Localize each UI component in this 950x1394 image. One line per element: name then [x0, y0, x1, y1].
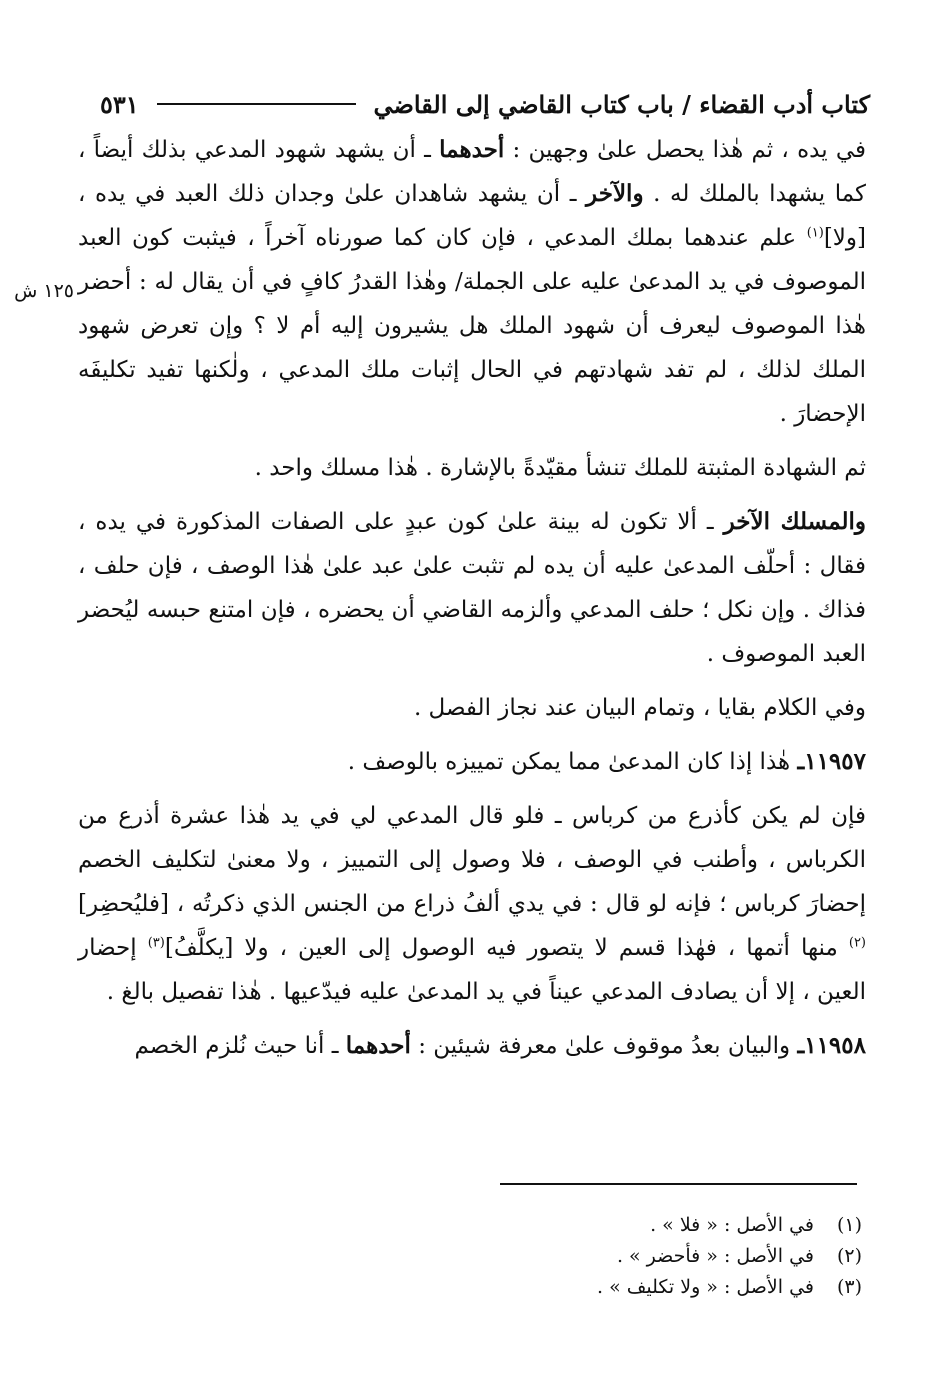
footnote-ref: (٢) [848, 935, 866, 951]
bold-term: أحدهما [439, 136, 505, 163]
footnote-text: في الأصل : « فأحضر » . [616, 1245, 814, 1267]
paragraph-2 [78, 446, 866, 490]
section-number: ١١٩٥٨ـ [797, 1032, 866, 1059]
footnote-ref: (١) [806, 225, 824, 241]
footnote [597, 1241, 862, 1272]
text-run: في يده ، ثم هٰذا يحصل علىٰ وجهين : [504, 137, 866, 163]
section-number: ١١٩٥٧ـ [797, 748, 866, 775]
page-number: ٥٣١ [100, 89, 139, 119]
paragraph-5 [78, 740, 866, 784]
bold-term: أحدهما [345, 1032, 411, 1059]
text-run: والبيان بعدُ موقوف علىٰ معرفة شيئين : [410, 1033, 798, 1059]
bold-term: والآخر [586, 180, 644, 207]
running-header [100, 84, 870, 124]
footnote-text: في الأصل : « ولا تكليف » . [596, 1276, 814, 1298]
text-run: ـ أن يشهد شهود المدعي بذلك أيضاً ، كما يشهدا بالملك له . [78, 137, 866, 207]
text-run: ـ أنا حيث نُلزم الخصم [134, 1033, 346, 1059]
text-run: علم عندهما بملك المدعي ، فإن كان كما صورناه آخراً ، فيثبت كون العبد الموصوف في يد المدعىٰ عليه على الجملة/ وهٰذا القدرُ كافٍ في أن يقال له : أحضر هٰذا الموصوف ليعرف أن شهود الملك هل يشيرون إليه أم لا ؟ وإن تعرض شهود الملك لذلك ، لم تفد شهادتهم في الحال إثبات ملك المدعي ، ولٰكنها تفيد تكليفَه الإحضارَ . [78, 225, 866, 427]
footnote-number: (١) [836, 1214, 862, 1236]
main-text [78, 128, 866, 1078]
margin-note: ١٢٥ ش [14, 280, 74, 302]
text-run: منها أتمها ، فهٰذا قسم لا يتصور فيه الوصول إلى العين ، ولا [يكلَّفُ] [164, 935, 849, 961]
bold-term: والمسلك الآخر [723, 508, 866, 535]
footnote [597, 1210, 862, 1241]
footnote-rule [500, 1183, 857, 1185]
text-run: هٰذا إذا كان المدعىٰ مما يمكن تمييزه بالوصف . [347, 749, 798, 775]
footnote [597, 1272, 862, 1303]
footnote-ref: (٣) [147, 935, 165, 951]
text-run: ـ أن يشهد شاهدان علىٰ وجدان ذلك العبد في يده ، [ولا] [78, 181, 866, 251]
footnote-number: (٣) [836, 1276, 862, 1298]
text-run: ثم الشهادة المثبتة للملك تنشأ مقيّدةً بالإشارة . هٰذا مسلك واحد . [254, 455, 866, 481]
paragraph-1 [78, 128, 866, 436]
paragraph-7 [78, 1024, 866, 1068]
footnote-number: (٢) [836, 1245, 862, 1267]
header-title: كتاب أدب القضاء / باب كتاب القاضي إلى القاضي [373, 89, 870, 119]
header-rule [157, 103, 356, 105]
text-run: وفي الكلام بقايا ، وتمام البيان عند نجاز الفصل . [413, 695, 866, 721]
paragraph-6 [78, 794, 866, 1014]
footnotes [597, 1210, 862, 1303]
text-run: إحضار العين ، إلا أن يصادف المدعي عيناً في يد المدعىٰ عليه فيدّعيها . هٰذا تفصيل بالغ . [78, 935, 866, 1005]
paragraph-4 [78, 686, 866, 730]
paragraph-3 [78, 500, 866, 676]
text-run: ـ ألا تكون له بينة علىٰ كون عبدٍ على الصفات المذكورة في يده ، فقال : أحلّف المدعىٰ عليه أن يده لم تثبت علىٰ عبد علىٰ هٰذا الوصف ، فإن حلف ، فذاك . وإن نكل ؛ حلف المدعي وألزمه القاضي أن يحضره ، فإن امتنع حبسه ليُحضر العبد الموصوف . [78, 509, 866, 667]
footnote-text: في الأصل : « فلا » . [650, 1214, 814, 1236]
text-run: فإن لم يكن كأذرع من كرباس ـ فلو قال المدعي لي في يد هٰذا عشرة أذرع من الكرباس ، وأطنب في الوصف ، فلا وصول إلى التمييز ، ولا معنىٰ لتكليف الخصم إحضارَ كرباس ؛ فإنه لو قال : في يدي ألفُ ذراع من الجنس الذي ذكرتُه ، [فليُحضِر] [78, 803, 866, 917]
